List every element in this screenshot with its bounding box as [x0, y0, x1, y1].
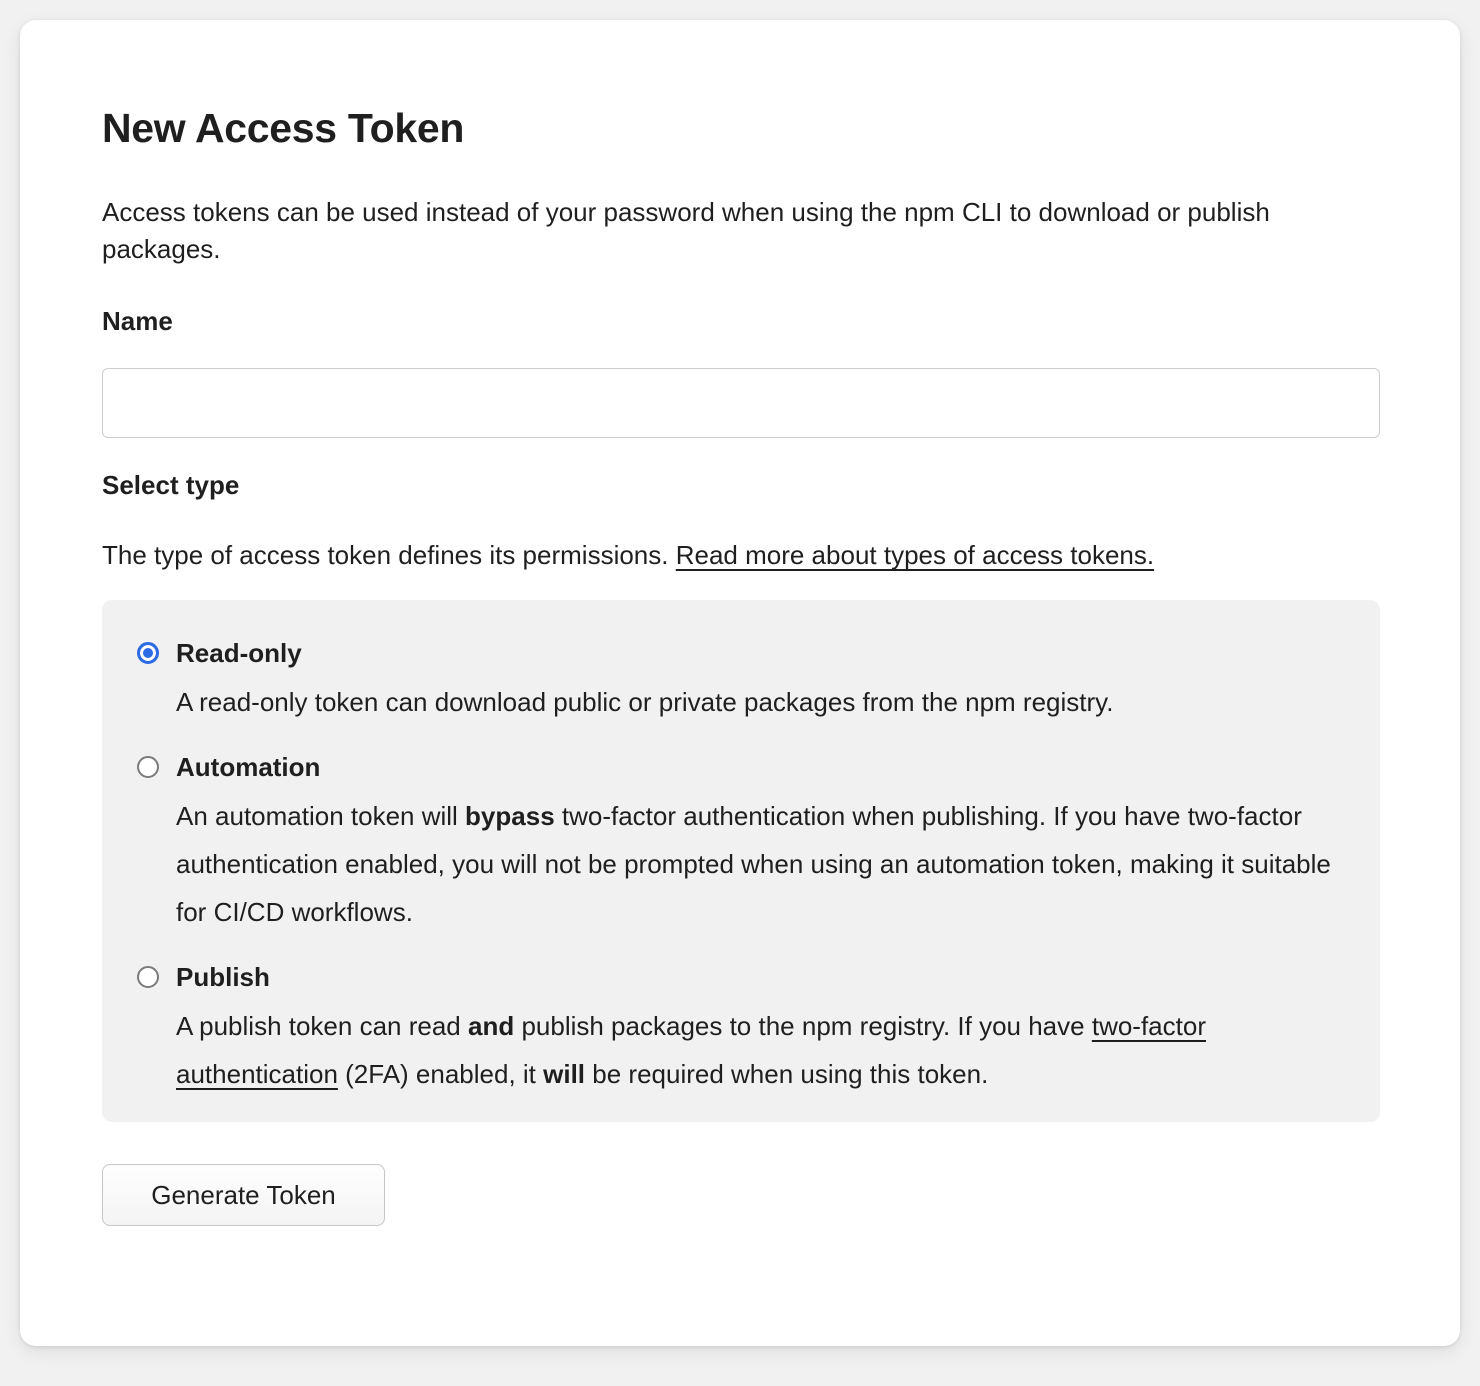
option-publish-description: A publish token can read and publish packages to the npm registry. If you have two-factor authentication (2FA) enabled, it will be required when using this token. [176, 1011, 1206, 1089]
intro-text: Access tokens can be used instead of your password when using the npm CLI to download or publish packages. [102, 197, 1270, 264]
option-automation-header[interactable] [137, 752, 1345, 782]
option-read-only-label: Read-only [176, 638, 302, 668]
select-type-heading: Select type [102, 470, 240, 500]
option-read-only-header[interactable] [137, 638, 1345, 668]
option-automation-label: Automation [176, 752, 321, 782]
two-factor-authentication-link[interactable]: two-factor authentication [176, 1011, 1206, 1089]
new-access-token-card [20, 20, 1460, 1346]
option-read-only-description: A read-only token can download public or private packages from the npm registry. [176, 687, 1114, 717]
radio-read-only[interactable] [137, 642, 159, 664]
option-automation [137, 752, 1345, 936]
name-label: Name [102, 306, 173, 336]
radio-automation[interactable] [137, 756, 159, 778]
page-title: New Access Token [102, 105, 465, 151]
option-read-only [137, 638, 1345, 726]
option-automation-description: An automation token will bypass two-factor authentication when publishing. If you have two-factor authentication enabled, you will not be prompted when using an automation token, making it suitable for CI/CD workflows. [176, 801, 1331, 927]
option-publish [137, 962, 1345, 1098]
generate-token-button[interactable]: Generate Token [102, 1164, 385, 1226]
select-type-description-text: The type of access token defines its permissions. [102, 540, 676, 570]
read-more-link[interactable]: Read more about types of access tokens. [675, 540, 1155, 570]
select-type-description [102, 540, 1380, 570]
option-publish-header[interactable] [137, 962, 1345, 992]
radio-publish[interactable] [137, 966, 159, 988]
token-type-panel [102, 600, 1380, 1122]
token-name-input[interactable] [102, 368, 1380, 438]
option-publish-label: Publish [176, 962, 270, 992]
